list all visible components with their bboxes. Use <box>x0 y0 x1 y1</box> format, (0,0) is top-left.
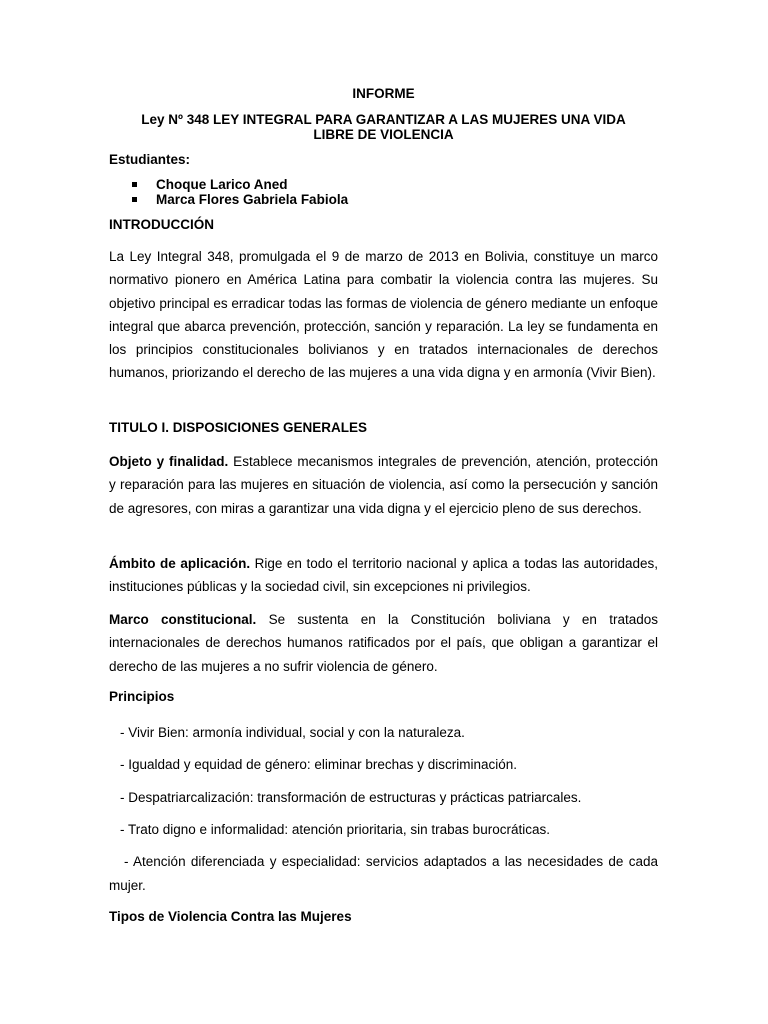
document-title-line-2: LIBRE DE VIOLENCIA <box>313 127 454 142</box>
section-lead: Marco constitucional. <box>109 612 257 627</box>
student-name: Choque Larico Aned <box>156 177 288 192</box>
section-text: Rige en todo el territorio nacional y aplica a todas las autoridades, instituciones públicas y la sociedad civil, sin excepciones ni privilegios. <box>109 556 658 595</box>
square-bullet-icon <box>132 182 137 187</box>
student-name: Marca Flores Gabriela Fabiola <box>156 192 349 207</box>
principio-item: - Trato digno e informalidad: atención prioritaria, sin trabas burocráticas. <box>120 822 550 837</box>
tipos-heading: Tipos de Violencia Contra las Mujeres <box>109 909 352 924</box>
principio-item: - Igualdad y equidad de género: eliminar brechas y discriminación. <box>120 757 517 772</box>
document-page <box>109 0 658 1024</box>
section-text: Se sustenta en la Constitución boliviana y en tratados internacionales de derechos humanos ratificados por el país, que obligan a garantizar el derecho de las mujeres a no sufrir violencia de género. <box>109 612 659 674</box>
section-text: Establece mecanismos integrales de prevención, atención, protección y reparación para las mujeres en situación de violencia, así como la persecución y sanción de agresores, con miras a garantizar una vida digna y el ejercicio pleno de sus derechos. <box>109 454 658 516</box>
section-lead: Ámbito de aplicación. <box>109 556 251 571</box>
section-marco <box>109 608 658 678</box>
intro-heading: INTRODUCCIÓN <box>109 217 214 232</box>
principios-heading: Principios <box>109 689 175 704</box>
principio-item: - Vivir Bien: armonía individual, social y con la naturaleza. <box>120 725 465 740</box>
section-lead: Objeto y finalidad. <box>109 454 229 469</box>
section-ambito <box>109 552 658 599</box>
principio-item: - Atención diferenciada y especialidad: servicios adaptados a las necesidades de cada mujer. <box>109 854 658 893</box>
document-title <box>109 112 658 142</box>
document-heading: INFORME <box>352 86 415 101</box>
intro-paragraph: La Ley Integral 348, promulgada el 9 de marzo de 2013 en Bolivia, constituye un marco normativo pionero en América Latina para combatir la violencia contra las mujeres. Su objetivo principal es erradicar todas las formas de violencia de género mediante un enfoque integral que abarca prevención, protección, sanción y reparación. La ley se fundamenta en los principios constitucionales bolivianos y en tratados internacionales de derechos humanos, priorizando el derecho de las mujeres a una vida digna y en armonía (Vivir Bien). <box>109 249 658 381</box>
document-title-line-1: Ley Nº 348 LEY INTEGRAL PARA GARANTIZAR A LAS MUJERES UNA VIDA <box>141 112 626 127</box>
titulo1-heading: TITULO I. DISPOSICIONES GENERALES <box>109 420 368 435</box>
square-bullet-icon <box>132 197 137 202</box>
section-objeto <box>109 450 658 520</box>
principio-item: - Despatriarcalización: transformación de estructuras y prácticas patriarcales. <box>120 790 582 805</box>
students-label: Estudiantes: <box>109 152 191 167</box>
